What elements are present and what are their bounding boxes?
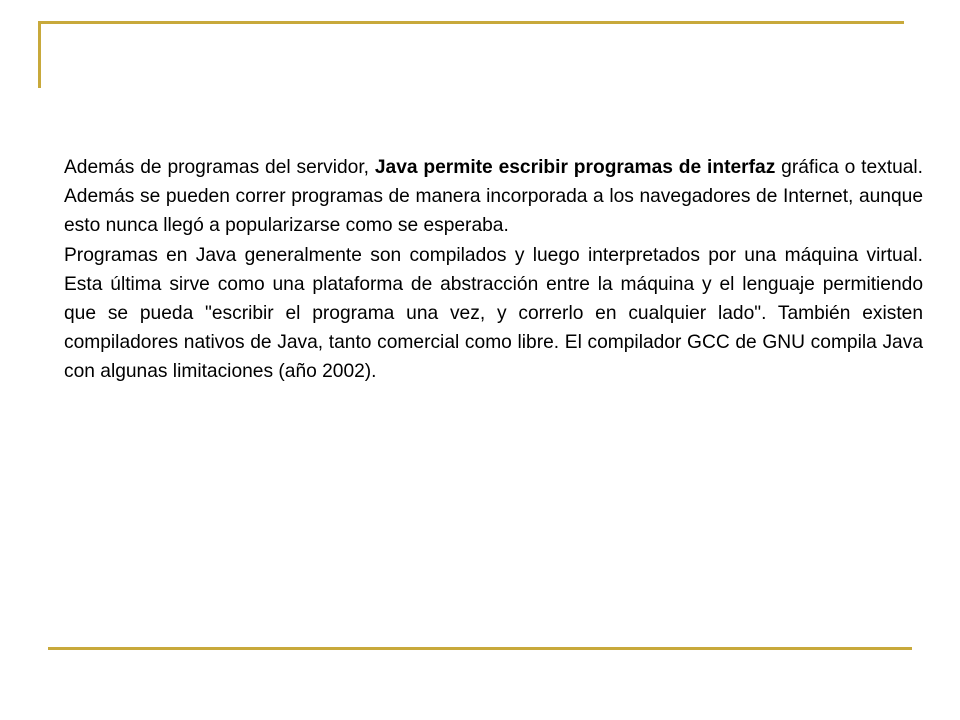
bottom-decorative-rule bbox=[48, 647, 912, 650]
paragraph1-bold-text: Java permite escribir programas de interfaz bbox=[374, 157, 776, 178]
paragraph1-text-after-bold: gráfica o textual. Además se pueden correr programas de manera incorporada a los navegadores de Internet, aunque esto nunca llegó a popularizarse como se esperaba. bbox=[64, 157, 924, 237]
top-decorative-rule bbox=[40, 21, 904, 24]
left-decorative-rule bbox=[38, 21, 41, 88]
paragraph1-text-before-bold: Además de programas del servidor, bbox=[64, 157, 375, 178]
slide-body bbox=[64, 153, 923, 387]
paragraph-java-programs bbox=[64, 153, 923, 241]
paragraph-java-virtual-machine: Programas en Java generalmente son compilados y luego interpretados por una máquina virtual. Esta última sirve como una plataforma de abstracción entre la máquina y el lenguaje permitiendo que se pueda "escribir el programa una vez, y correrlo en cualquier lado". También existen compiladores nativos de Java, tanto comercial como libre. El compilador GCC de GNU compila Java con algunas limitaciones (año 2002). bbox=[64, 244, 923, 383]
